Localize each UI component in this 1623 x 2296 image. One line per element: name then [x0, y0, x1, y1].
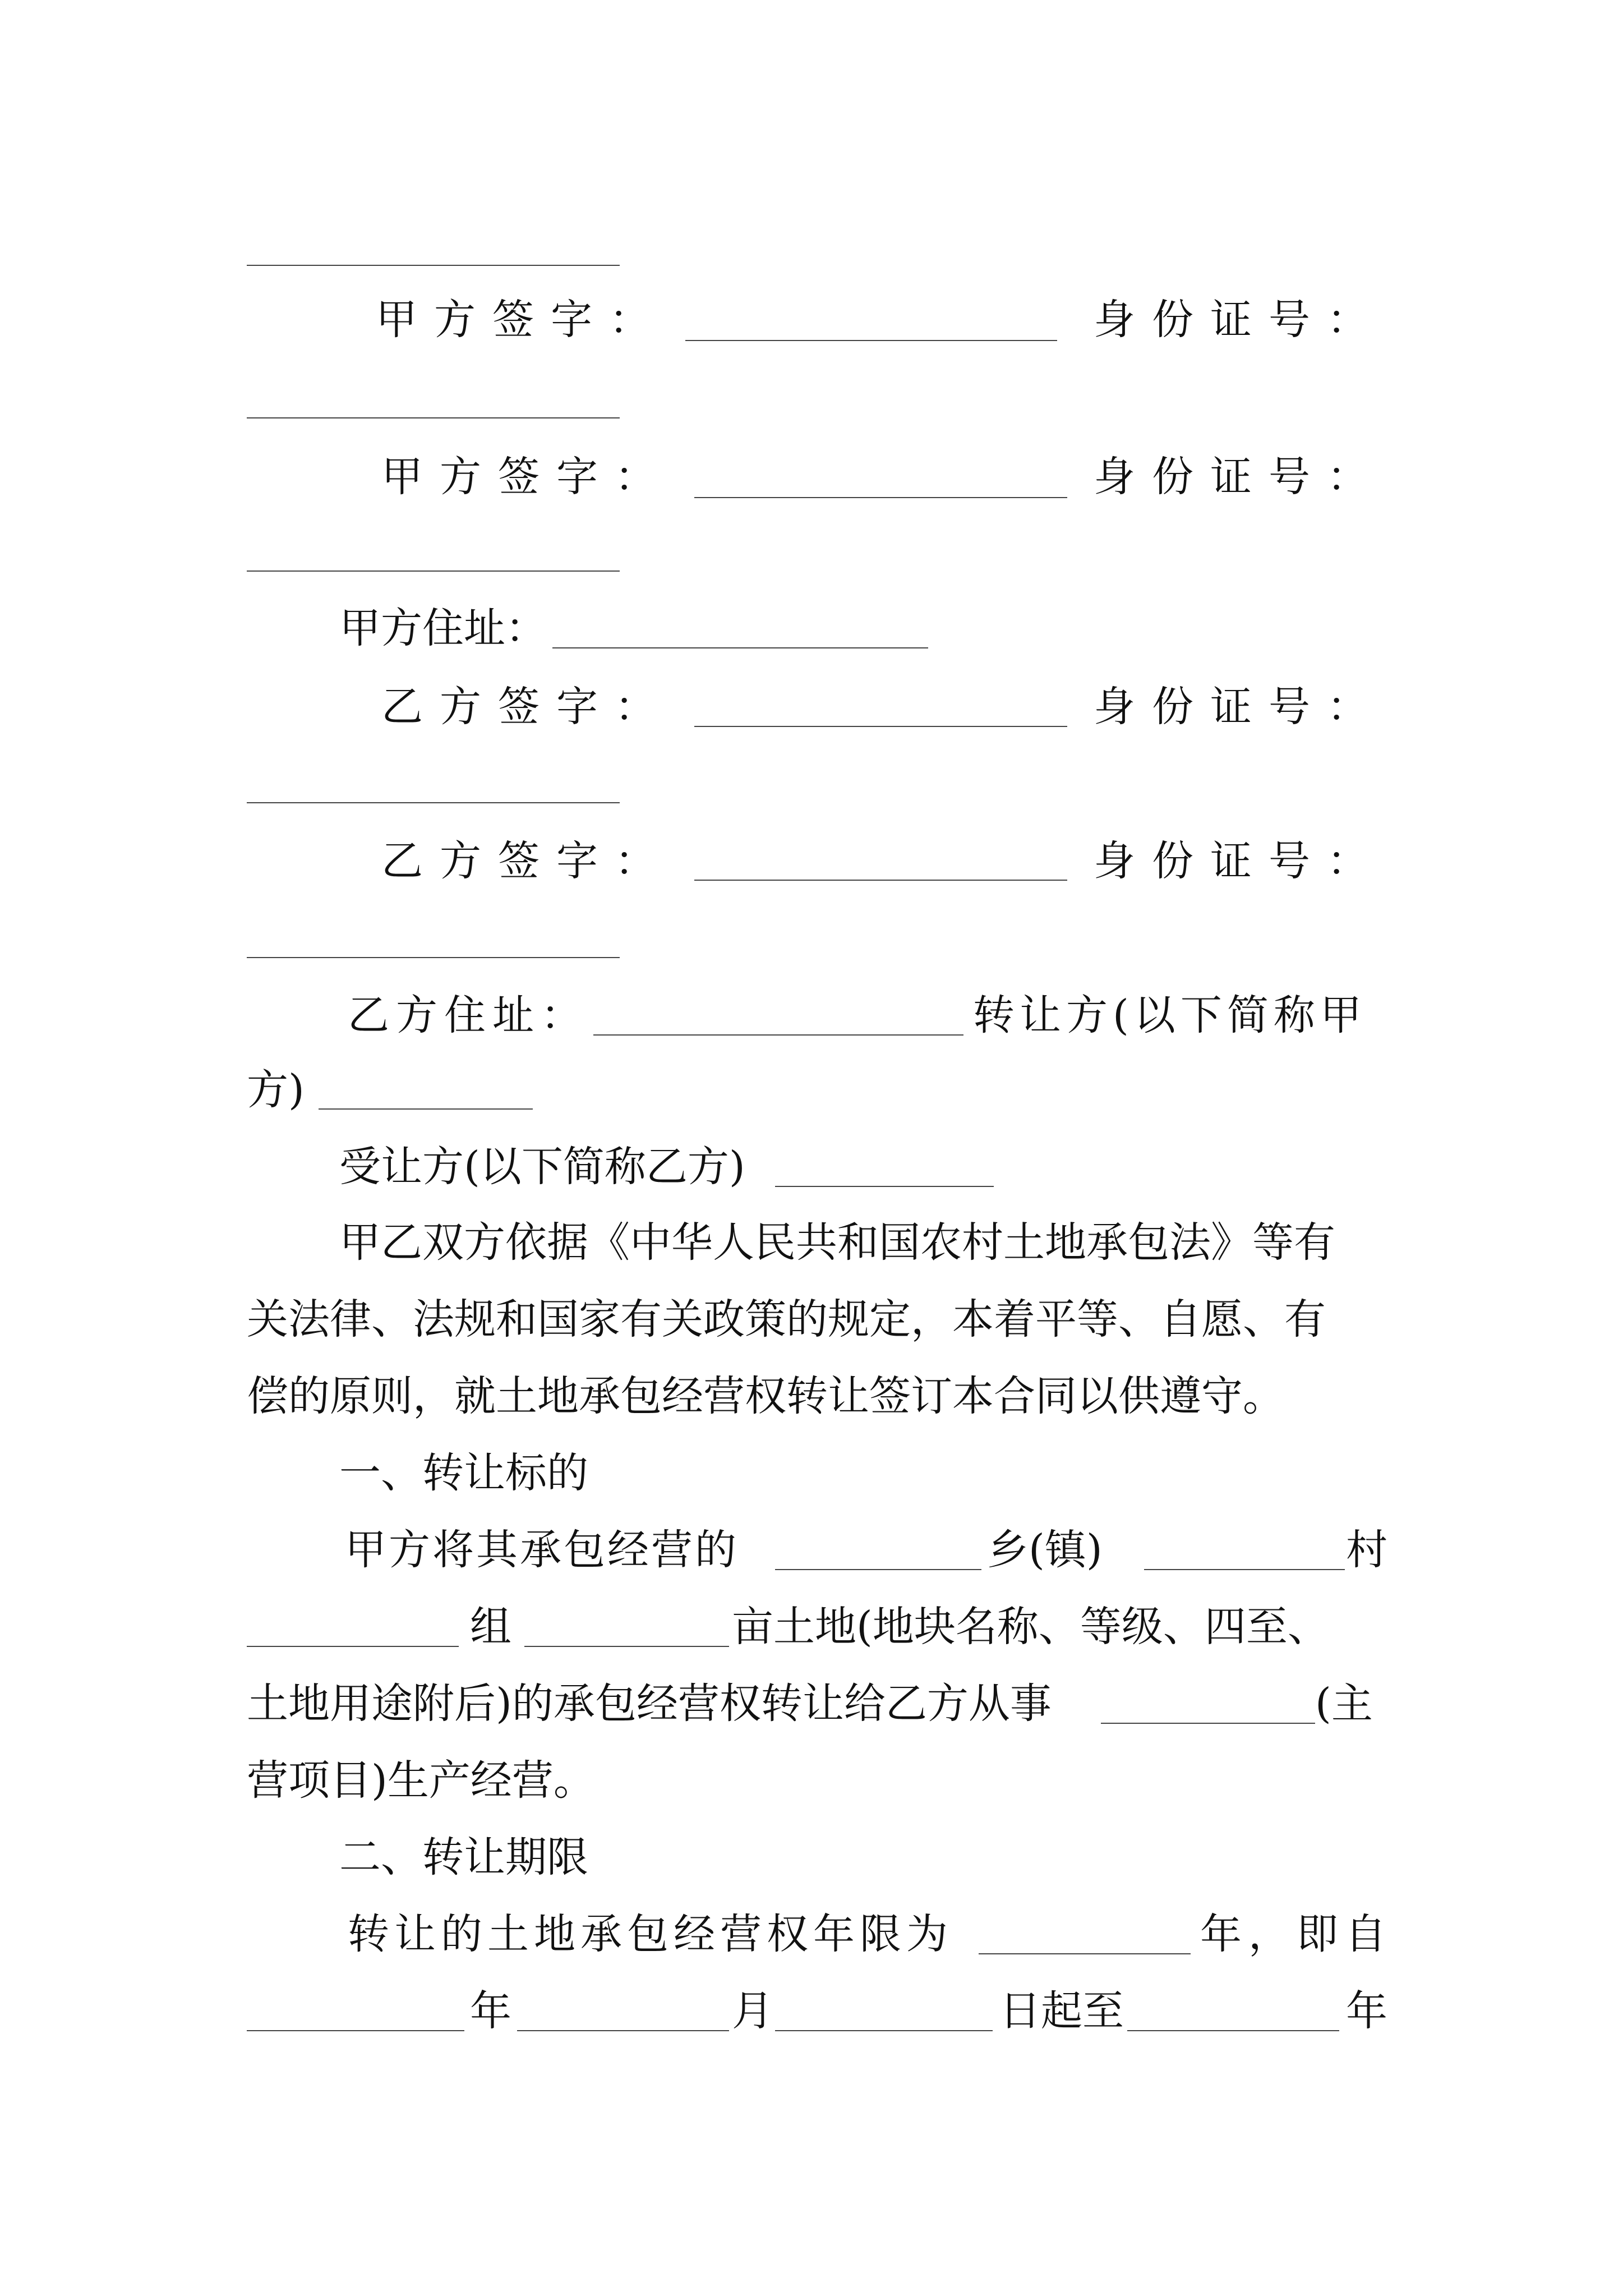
party-a-sign-label: 甲方签字：	[381, 453, 673, 501]
party-a-sign-blank[interactable]	[694, 497, 1067, 498]
years-blank[interactable]	[979, 1953, 1191, 1954]
start-year-blank[interactable]	[247, 2030, 464, 2031]
transferor-name-blank[interactable]	[319, 1108, 533, 1110]
party-a-address-blank[interactable]	[552, 647, 928, 648]
section2-text: 年，即自	[1200, 1910, 1393, 1958]
section1-text: 土地用途附后)的承包经营权转让给乙方从事	[247, 1680, 1052, 1728]
id-number-blank[interactable]	[247, 570, 620, 572]
section2-text: 年	[470, 1987, 511, 2035]
id-number-blank[interactable]	[247, 417, 620, 418]
section1-text: 乡(镇)	[987, 1526, 1103, 1574]
id-label: 身份证号：	[1094, 453, 1385, 501]
transferor-label: 转让方(以下简称甲	[973, 991, 1367, 1039]
intro-line: 偿的原则，就土地承包经营权转让签订本合同以供遵守。	[247, 1372, 1284, 1420]
id-number-blank[interactable]	[247, 802, 620, 803]
section1-text: (主	[1315, 1680, 1373, 1728]
party-b-sign-label: 乙方签字：	[381, 683, 673, 731]
section1-text: 甲方将其承包经营的	[345, 1526, 739, 1574]
party-a-sign-blank[interactable]	[685, 340, 1057, 341]
id-number-blank[interactable]	[247, 957, 620, 958]
id-label: 身份证号：	[1094, 837, 1385, 885]
blank-line[interactable]	[247, 265, 620, 266]
start-day-blank[interactable]	[775, 2030, 993, 2031]
transferee-label: 受让方(以下简称乙方)	[339, 1143, 745, 1191]
party-b-address-blank[interactable]	[593, 1034, 963, 1036]
group-blank[interactable]	[247, 1646, 459, 1647]
party-a-sign-label: 甲方签字：	[376, 296, 667, 344]
start-month-blank[interactable]	[517, 2030, 729, 2031]
party-b-sign-label: 乙方签字：	[381, 837, 673, 885]
section2-text: 转让的土地承包经营权年限为	[348, 1910, 953, 1958]
section1-text: 营项目)生产经营。	[247, 1756, 595, 1805]
party-b-address-label: 乙方住址：	[348, 991, 589, 1039]
id-label: 身份证号：	[1094, 683, 1385, 731]
section1-text: 组	[470, 1603, 511, 1651]
section-title: 二、转让期限	[339, 1833, 588, 1881]
section2-text: 月	[732, 1987, 773, 2035]
intro-line: 关法律、法规和国家有关政策的规定，本着平等、自愿、有	[247, 1295, 1326, 1343]
section1-text: 村	[1346, 1526, 1387, 1574]
section2-text: 日起至	[999, 1987, 1124, 2035]
business-blank[interactable]	[1101, 1723, 1315, 1724]
transferee-name-blank[interactable]	[775, 1186, 994, 1187]
party-b-sign-blank[interactable]	[694, 880, 1067, 881]
section2-text: 年	[1346, 1987, 1387, 2035]
village-blank[interactable]	[1144, 1569, 1345, 1570]
section-title: 一、转让标的	[339, 1449, 588, 1497]
township-blank[interactable]	[775, 1569, 981, 1570]
transferor-label-cont: 方)	[247, 1066, 305, 1114]
end-year-blank[interactable]	[1127, 2030, 1339, 2031]
id-label: 身份证号：	[1094, 296, 1385, 344]
party-a-address-label: 甲方住址：	[339, 604, 547, 652]
party-b-sign-blank[interactable]	[694, 726, 1067, 727]
intro-line: 甲乙双方依据《中华人民共和国农村土地承包法》等有	[339, 1218, 1335, 1267]
section1-text: 亩土地(地块名称、等级、四至、	[732, 1603, 1329, 1651]
area-blank[interactable]	[524, 1646, 729, 1647]
